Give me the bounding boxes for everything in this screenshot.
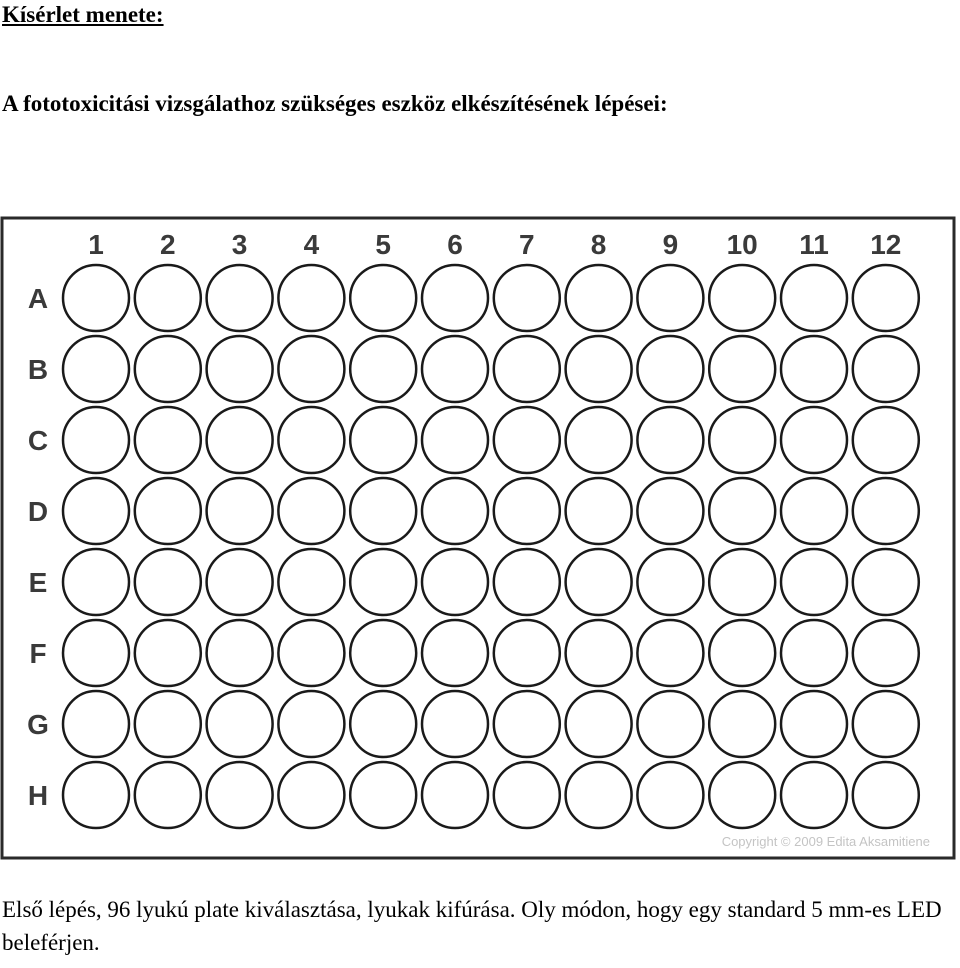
well-G11 xyxy=(781,691,847,757)
row-label-A: A xyxy=(27,283,49,314)
column-label-4: 4 xyxy=(303,229,320,260)
step-description: Első lépés, 96 lyukú plate kiválasztása, lyukak kifúrása. Oly módon, hogy egy standard 5 mm-es LED beleférjen. xyxy=(2,897,942,955)
well-F9 xyxy=(637,620,703,686)
well-F5 xyxy=(350,620,416,686)
well-C8 xyxy=(566,407,632,473)
well-F4 xyxy=(278,620,344,686)
well-E1 xyxy=(63,549,129,615)
well-A9 xyxy=(637,265,703,331)
well-E8 xyxy=(566,549,632,615)
well-D8 xyxy=(566,478,632,544)
row-label-E: E xyxy=(28,567,48,598)
well-A8 xyxy=(566,265,632,331)
well-B2 xyxy=(135,336,201,402)
well-D7 xyxy=(494,478,560,544)
column-label-2: 2 xyxy=(160,229,176,260)
well-A3 xyxy=(207,265,273,331)
well-A10 xyxy=(709,265,775,331)
well-C12 xyxy=(853,407,919,473)
well-D2 xyxy=(135,478,201,544)
well-G5 xyxy=(350,691,416,757)
row-label-H: H xyxy=(27,780,49,811)
well-E7 xyxy=(494,549,560,615)
well-E11 xyxy=(781,549,847,615)
well-H10 xyxy=(709,762,775,828)
well-E6 xyxy=(422,549,488,615)
well-E2 xyxy=(135,549,201,615)
well-B12 xyxy=(853,336,919,402)
row-label-F: F xyxy=(29,638,47,669)
well-G9 xyxy=(637,691,703,757)
column-label-8: 8 xyxy=(590,229,607,260)
column-label-5: 5 xyxy=(375,229,391,260)
well-G10 xyxy=(709,691,775,757)
well-G1 xyxy=(63,691,129,757)
well-H8 xyxy=(566,762,632,828)
well-A2 xyxy=(135,265,201,331)
well-A1 xyxy=(63,265,129,331)
well-C6 xyxy=(422,407,488,473)
well-A6 xyxy=(422,265,488,331)
well-H7 xyxy=(494,762,560,828)
well-E10 xyxy=(709,549,775,615)
well-H4 xyxy=(278,762,344,828)
well-C3 xyxy=(207,407,273,473)
well-B6 xyxy=(422,336,488,402)
well-C7 xyxy=(494,407,560,473)
well-G4 xyxy=(278,691,344,757)
well-C9 xyxy=(637,407,703,473)
well-C5 xyxy=(350,407,416,473)
well-D1 xyxy=(63,478,129,544)
well-E12 xyxy=(853,549,919,615)
column-label-11: 11 xyxy=(799,229,829,260)
copyright-watermark: Copyright © 2009 Edita Aksamitiene xyxy=(721,834,930,849)
column-label-9: 9 xyxy=(662,229,679,260)
well-H11 xyxy=(781,762,847,828)
column-label-10: 10 xyxy=(726,229,758,260)
well-C2 xyxy=(135,407,201,473)
well-D3 xyxy=(207,478,273,544)
well-H1 xyxy=(63,762,129,828)
well-D9 xyxy=(637,478,703,544)
well-A11 xyxy=(781,265,847,331)
well-G8 xyxy=(566,691,632,757)
column-label-12: 12 xyxy=(870,229,902,260)
well-H2 xyxy=(135,762,201,828)
well-C11 xyxy=(781,407,847,473)
well-F7 xyxy=(494,620,560,686)
well-F8 xyxy=(566,620,632,686)
well-D12 xyxy=(853,478,919,544)
row-label-B: B xyxy=(27,354,49,385)
well-F1 xyxy=(63,620,129,686)
well-B4 xyxy=(278,336,344,402)
well-G7 xyxy=(494,691,560,757)
well-F3 xyxy=(207,620,273,686)
well-D11 xyxy=(781,478,847,544)
well-C1 xyxy=(63,407,129,473)
row-label-G: G xyxy=(27,709,49,740)
well-F11 xyxy=(781,620,847,686)
well-H5 xyxy=(350,762,416,828)
well-B11 xyxy=(781,336,847,402)
well-F2 xyxy=(135,620,201,686)
well-F10 xyxy=(709,620,775,686)
well-F12 xyxy=(853,620,919,686)
well-E5 xyxy=(350,549,416,615)
well-A7 xyxy=(494,265,560,331)
well-E4 xyxy=(278,549,344,615)
column-label-7: 7 xyxy=(519,229,535,260)
well-H9 xyxy=(637,762,703,828)
well-B9 xyxy=(637,336,703,402)
well-H3 xyxy=(207,762,273,828)
well-H12 xyxy=(853,762,919,828)
well-A12 xyxy=(853,265,919,331)
well-B8 xyxy=(566,336,632,402)
well-F6 xyxy=(422,620,488,686)
well-plate-diagram xyxy=(0,216,956,860)
well-B1 xyxy=(63,336,129,402)
column-label-1: 1 xyxy=(88,229,104,260)
well-D6 xyxy=(422,478,488,544)
well-B10 xyxy=(709,336,775,402)
page-heading: Kísérlet menete: xyxy=(2,2,164,27)
well-G2 xyxy=(135,691,201,757)
well-E9 xyxy=(637,549,703,615)
section-subheading: A fototoxicitási vizsgálathoz szükséges eszköz elkészítésének lépései: xyxy=(2,91,668,116)
well-E3 xyxy=(207,549,273,615)
well-D4 xyxy=(278,478,344,544)
well-B5 xyxy=(350,336,416,402)
row-label-D: D xyxy=(27,496,49,527)
well-D10 xyxy=(709,478,775,544)
well-C10 xyxy=(709,407,775,473)
well-G3 xyxy=(207,691,273,757)
well-D5 xyxy=(350,478,416,544)
well-G12 xyxy=(853,691,919,757)
row-label-C: C xyxy=(27,425,49,456)
well-C4 xyxy=(278,407,344,473)
well-A5 xyxy=(350,265,416,331)
column-label-3: 3 xyxy=(231,229,248,260)
well-B3 xyxy=(207,336,273,402)
well-G6 xyxy=(422,691,488,757)
column-label-6: 6 xyxy=(447,229,463,260)
well-H6 xyxy=(422,762,488,828)
well-B7 xyxy=(494,336,560,402)
well-plate-figure xyxy=(0,216,956,860)
well-A4 xyxy=(278,265,344,331)
